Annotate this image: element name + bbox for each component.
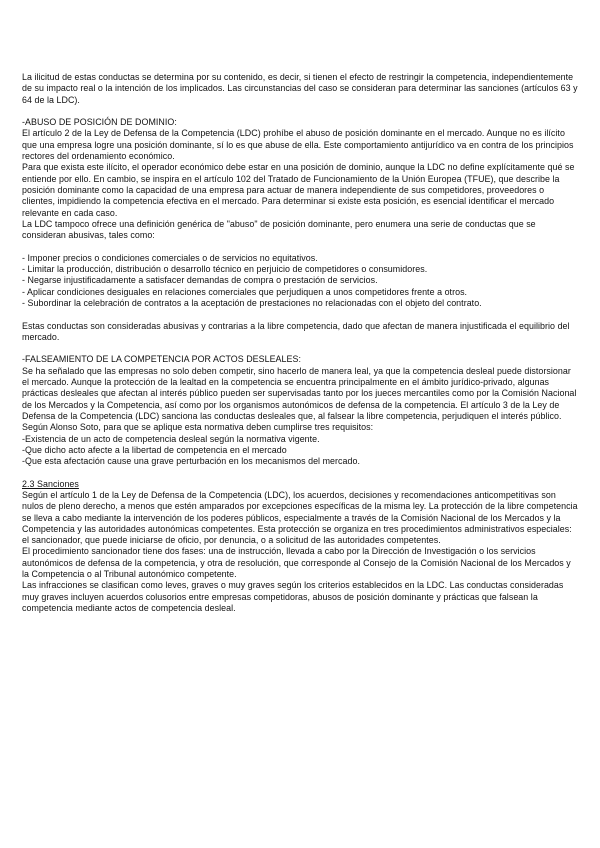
intro-paragraph: La ilicitud de estas conductas se determina por su contenido, es decir, si tienen el efecto de restringir la competencia, independientemente de su impacto real o la intención de los implicados. Las circunstancias del caso se consideran para determinar las sanciones (artículos 63 y 64 de la LDC).: [22, 72, 581, 105]
spacer: [22, 343, 578, 354]
sanciones-heading: 2.3 Sanciones: [22, 478, 79, 489]
spacer: [22, 241, 578, 252]
document-page: [22, 72, 581, 614]
abuso-heading: -ABUSO DE POSICIÓN DE DOMINIO:: [22, 117, 177, 128]
abuso-list-item: - Aplicar condiciones desiguales en relaciones comerciales que perjudiquen a unos competidores frente a otros.: [22, 286, 468, 297]
abuso-list-item: - Subordinar la celebración de contratos a la aceptación de prestaciones no relacionadas con el objeto del contrato.: [22, 297, 482, 308]
abuso-paragraph-2: Para que exista este ilícito, el operador económico debe estar en una posición de dominio, aunque la LDC no define explícitamente qué se entiende por ello. En cambio, se inspira en el artículo 102 del Tratado de Funcionamiento de la Unión Europea (TFUE), que describe la posición dominante como la capacidad de una empresa para actuar de manera independiente de sus competidores, proveedores o clientes, impidiendo la competencia efectiva en el mercado. Para determinar si existe esta posición, es esencial identificar el mercado relevante en cada caso.: [22, 162, 577, 218]
sanciones-paragraph-2: El procedimiento sancionador tiene dos fases: una de instrucción, llevada a cabo por la Dirección de Investigación o los servicios autonómicos de defensa de la competencia, y otra de resolución, que corresponde al Consejo de la Comisión Nacional de los Mercados y la Competencia o al Tribunal autonómico competente.: [22, 546, 574, 580]
falseamiento-paragraph-1: Se ha señalado que las empresas no solo deben competir, sino hacerlo de manera leal, ya que la competencia desleal puede distorsionar el mercado. Aunque la protección de la lealtad en la competencia se encuentra principalmente en el ámbito jurídico-privado, algunas prácticas desleales que afectan al interés público pueden ser supervisadas tanto por los jueces mercantiles como por la Comisión Nacional de los Mercados y la Competencia, así como por los organismos autonómicos de defensa de la competencia. El artículo 3 de la Ley de Defensa de la Competencia (LDC) sanciona las conductas desleales que, al falsear la libre competencia, perjudiquen el interés público. Según Alonso Soto, para que se aplique esta normativa deben cumplirse tres requisitos:: [22, 365, 579, 433]
abuso-list-item: - Limitar la producción, distribución o desarrollo técnico en perjuicio de competidores o consumidores.: [22, 264, 428, 275]
falseamiento-list-item: -Que dicho acto afecte a la libertad de competencia en el mercado: [22, 444, 287, 455]
abuso-paragraph-1: El artículo 2 de la Ley de Defensa de la Competencia (LDC) prohíbe el abuso de posición dominante en el mercado. Aunque no es ilícito que una empresa logre una posición dominante, sí lo es que abuse de ella. Este comportamiento antijurídico va en contra de los principios rectores del ordenamiento económico.: [22, 128, 577, 162]
spacer: [22, 467, 578, 478]
sanciones-paragraph-1: Según el artículo 1 de la Ley de Defensa de la Competencia (LDC), los acuerdos, decisiones y recomendaciones anticompetitivas son nulos de pleno derecho, a menos que estén amparados por excepciones específicas de la misma ley. La protección de la libre competencia se lleva a cabo mediante la intervención de los poderes públicos, especialmente a través de la Comisión Nacional de los Mercados y la Competencia y las autoridades autonómicas competentes. Esta protección se organiza en tres procedimientos administrativos especiales: el sancionador, que puede iniciarse de oficio, por denuncia, o a solicitud de las autoridades competentes.: [22, 489, 581, 546]
abuso-list-item: - Imponer precios o condiciones comerciales o de servicios no equitativos.: [22, 252, 318, 263]
spacer: [22, 106, 578, 117]
abuso-paragraph-3: La LDC tampoco ofrece una definición genérica de "abuso" de posición dominante, pero enumera una serie de conductas que se consideran abusivas, tales como:: [22, 218, 539, 241]
falseamiento-list-item: -Existencia de un acto de competencia desleal según la normativa vigente.: [22, 433, 320, 444]
falseamiento-heading: -FALSEAMIENTO DE LA COMPETENCIA POR ACTOS DESLEALES:: [22, 354, 301, 365]
spacer: [22, 309, 578, 320]
falseamiento-list-item: -Que esta afectación cause una grave perturbación en los mecanismos del mercado.: [22, 456, 360, 467]
sanciones-paragraph-3: Las infracciones se clasifican como leves, graves o muy graves según los criterios establecidos en la LDC. Las conductas consideradas muy graves incluyen acuerdos colusorios entre empresas competidoras, abusos de posición dominante y prácticas que falsean la competencia mediante actos de competencia desleal.: [22, 580, 566, 613]
abuso-list-item: - Negarse injustificadamente a satisfacer demandas de compra o prestación de servicios.: [22, 275, 378, 286]
abuso-closing-paragraph: Estas conductas son consideradas abusivas y contrarias a la libre competencia, dado que afectan de manera injustificada el equilibrio del mercado.: [22, 320, 573, 342]
